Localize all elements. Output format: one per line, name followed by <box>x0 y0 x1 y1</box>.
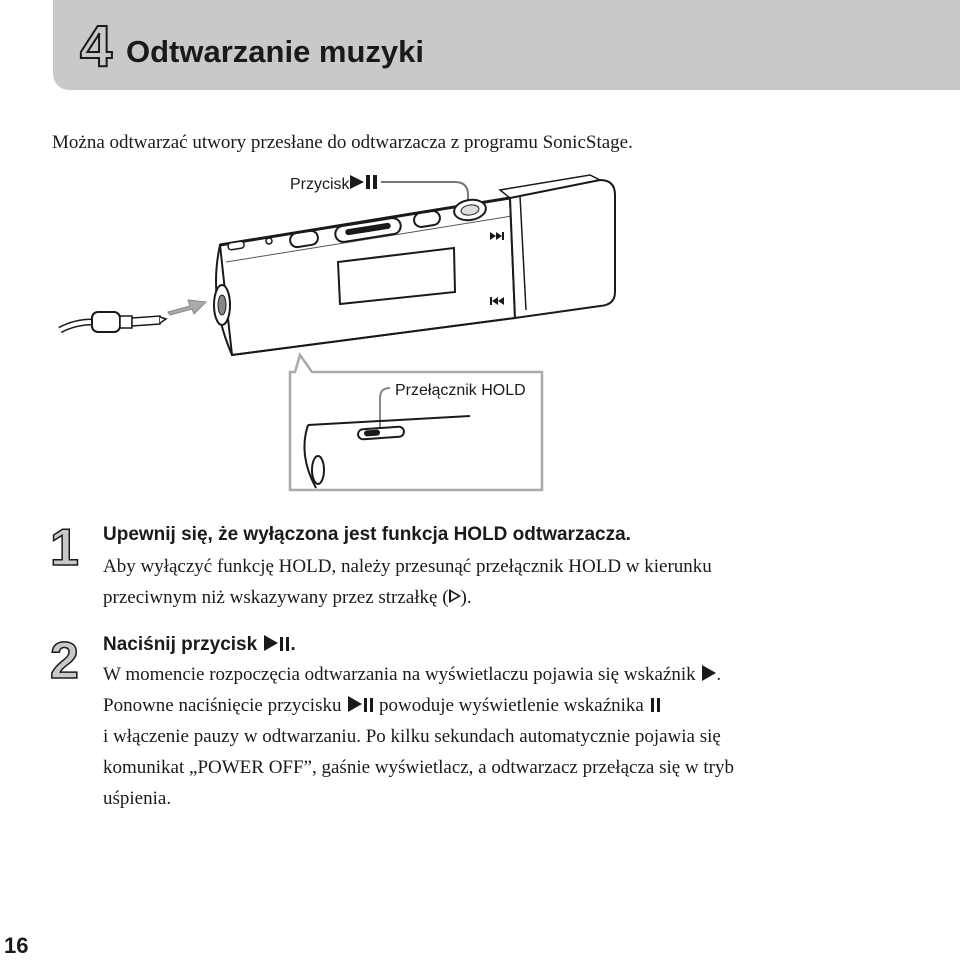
player-illustration <box>0 160 960 500</box>
page-number: 16 <box>4 933 29 958</box>
play-icon <box>702 665 716 681</box>
play-pause-icon <box>348 696 362 712</box>
step-2-body: W momencie rozpoczęcia odtwarzania na wyświetlaczu pojawia się wskaźnik . Ponowne naciśnięcie przycisku powoduje wyświetlenie wskaźnika i włączenie pauzy w odtwarzaniu. Po kilku sekundach automatycznie pojawia się komunikat „POWER OFF”, gaśnie wyświetlacz, a odtwarzacz przełącza się w tryb uśpienia. <box>103 664 734 809</box>
play-pause-icon <box>350 175 377 189</box>
chapter-title: Odtwarzanie muzyki <box>126 34 425 69</box>
step-1-heading: Upewnij się, że wyłączona jest funkcja HOLD odtwarzacza. <box>103 524 631 545</box>
hold-switch-label: Przełącznik HOLD <box>395 382 526 399</box>
pause-icon <box>651 698 660 712</box>
intro-text: Można odtwarzać utwory przesłane do odtwarzacza z programu SonicStage. <box>52 132 633 153</box>
step-2-number: 2 <box>50 632 79 690</box>
step-1-number: 1 <box>50 519 79 577</box>
play-pause-icon <box>264 635 278 651</box>
triangle-arrow-icon <box>449 589 461 603</box>
step-1-body: Aby wyłączyć funkcję HOLD, należy przesunąć przełącznik HOLD w kierunku przeciwnym niż wskazywany przez strzałkę ( ). <box>103 556 712 608</box>
play-button-label: Przycisk <box>290 176 350 193</box>
chapter-number: 4 <box>80 14 113 79</box>
step-2-heading: Naciśnij przycisk . <box>103 634 296 655</box>
